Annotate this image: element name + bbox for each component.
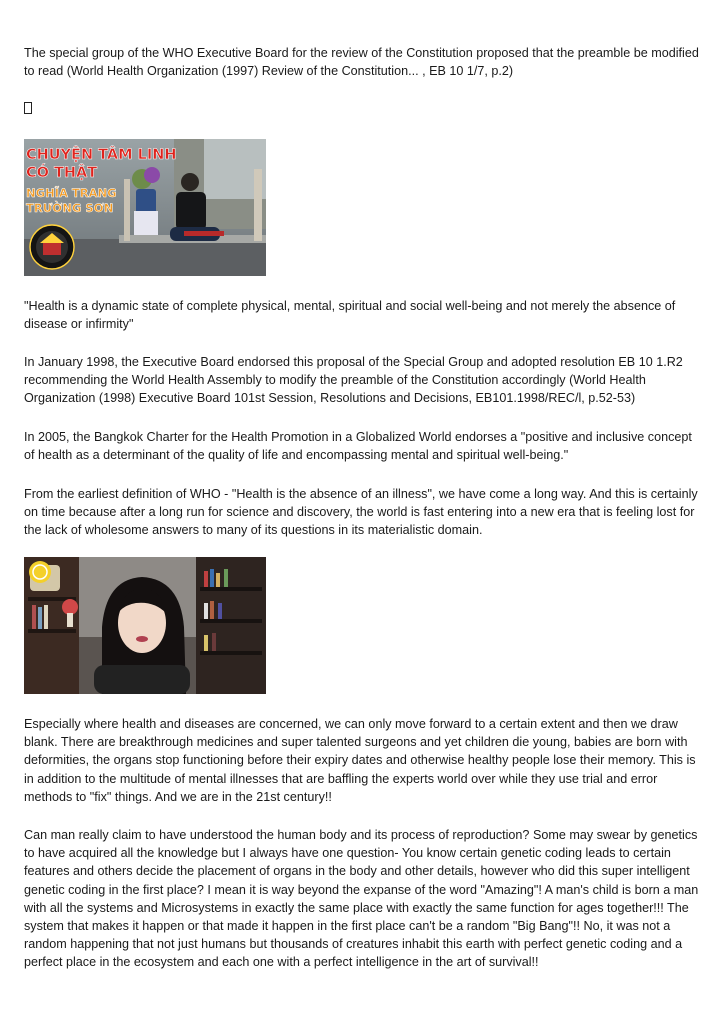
paragraph-january-1998: In January 1998, the Executive Board endorsed this proposal of the Special Group and adopted resolution EB 10 1.R2 recommending the World Health Assembly to modify the preamble of the Constitution accordingly (World Health Organization (1998) Executive Board 101st Session, Resolutions and Decisions, EB101.1998/REC/l, p.52-53) xyxy=(24,355,683,406)
video-thumbnail-cemetery[interactable] xyxy=(24,139,266,276)
paragraph-health-definition: "Health is a dynamic state of complete physical, mental, spiritual and social well-being and not merely the absence of disease or infirmity" xyxy=(24,299,676,332)
paragraph-human-body-genetics: Can man really claim to have understood the human body and its process of reproduction? Some may swear by genetics to have acquired all the knowledge but I always have one question- You know certain genetic coding leads to certain features and others decide the placement of organs in the body and other details, however who did this super intelligent genetic coding in the first place? I mean it is way beyond the expanse of the word "Amazing"! A man's child is born a man with all the systems and Microsystems in exactly the same place with exactly the same function for ages together!!! The system that makes it happen or that made it happen in the first place can't be a random "Big Bang"!! No, it was not a random happening that not just humans but thousands of creatures inhabit this earth with perfect genetic coding and a perfect place in the ecosystem and each one with a perfect intelligence in the art of survival!! xyxy=(24,828,699,970)
paragraph-health-and-diseases: Especially where health and diseases are concerned, we can only move forward to a certain extent and then we draw blank. There are breakthrough medicines and super talented surgeons and yet children die young, babies are born with deformities, the organs stop functioning before their expiry dates and otherwise healthy people lose their memory. This is in addition to the multitude of mental illnesses that are baffling the experts world over while they use trial and error methods to "fix" things. And we are in the 21st century!! xyxy=(24,717,696,804)
missing-glyph-icon xyxy=(24,102,32,114)
thumb1-title-line4: TRƯỜNG SƠN xyxy=(26,201,114,215)
thumbnail-speaker-art xyxy=(24,557,266,694)
paragraph-who-proposal: The special group of the WHO Executive Board for the review of the Constitution proposed that the preamble be modified to read (World Health Organization (1997) Review of the Constitution... , EB 10 1/7, p.2) xyxy=(24,46,699,79)
thumb1-title-line2: CÓ THẬT xyxy=(26,165,98,181)
thumb1-title-line1: CHUYỆN TÂM LINH xyxy=(26,147,177,163)
thumbnail-cemetery-art xyxy=(24,139,266,276)
video-thumbnail-speaker[interactable] xyxy=(24,557,266,694)
paragraph-bangkok-charter: In 2005, the Bangkok Charter for the Health Promotion in a Globalized World endorses a "positive and inclusive concept of health as a determinant of the quality of life and encompassing mental and spiritual well-being." xyxy=(24,430,692,463)
thumb1-title-line3: NGHĨA TRANG xyxy=(26,186,117,200)
paragraph-earliest-definition: From the earliest definition of WHO - "Health is the absence of an illness", we have come a long way. And this is certainly on time because after a long run for science and discovery, the world is fast entering into a new era that is feeling lost for the lack of wholesome answers to many of its questions in its materialistic domain. xyxy=(24,487,698,538)
